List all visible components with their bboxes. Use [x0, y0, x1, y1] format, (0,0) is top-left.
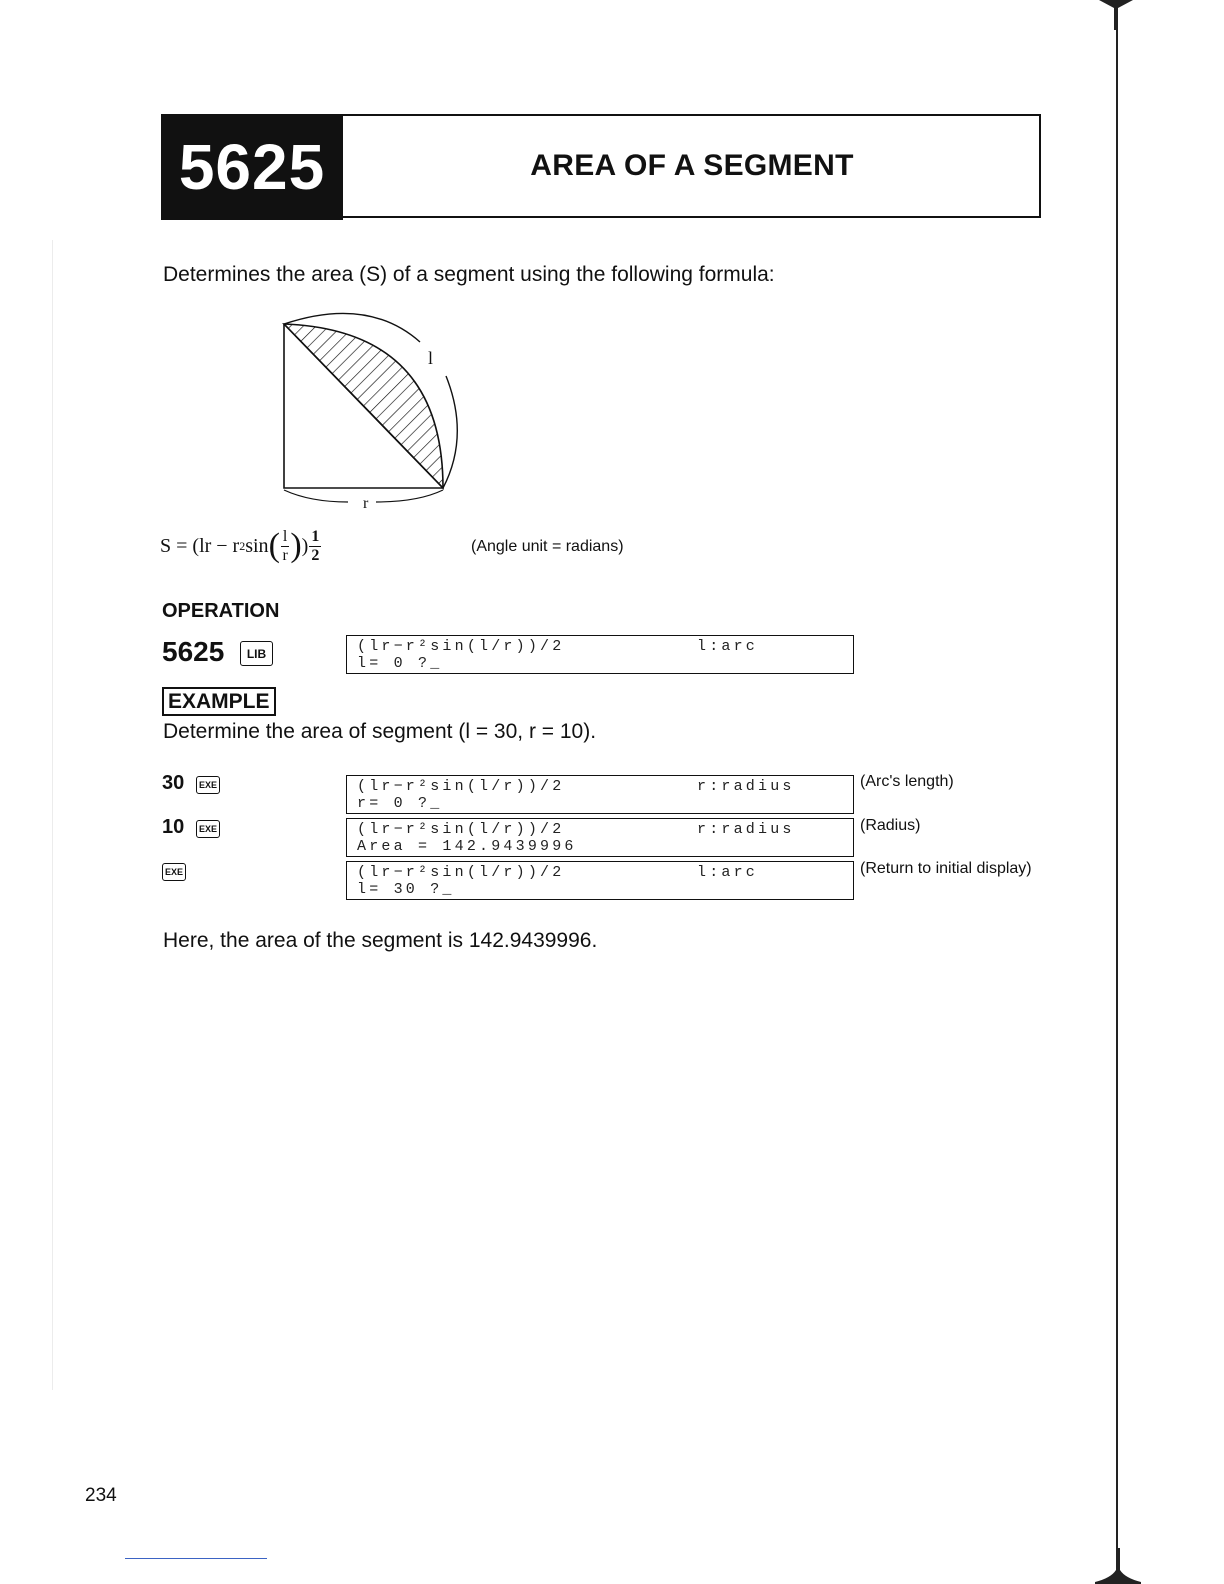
arc-line-lower — [443, 376, 457, 488]
display-line-1-right: r:radius — [697, 821, 795, 838]
example-text: Determine the area of segment (l = 30, r = 10). — [163, 720, 597, 743]
operation-key-number: 5625 — [162, 636, 225, 667]
display-line-1-right: r:radius — [697, 778, 795, 795]
area-formula — [160, 522, 322, 570]
display-line-1-right: l:arc — [697, 864, 759, 881]
formula-fraction-half: $\frac{1}{2}$ — [311, 527, 320, 564]
binding-top-mark — [1099, 0, 1133, 30]
left-margin-line — [52, 240, 53, 1390]
hatched-segment — [284, 324, 443, 488]
arc-label: l — [428, 348, 434, 368]
page-title: AREA OF A SEGMENT — [530, 149, 854, 182]
conclusion-text: Here, the area of the segment is 142.9439996. — [163, 929, 598, 952]
step-2-display — [346, 818, 854, 857]
display-line-2: l= 0 ?_ — [357, 655, 443, 672]
display-line-2: l= 30 ?_ — [357, 881, 455, 898]
exe-key-icon: EXE — [162, 863, 186, 881]
display-line-1: (lr−r²sin(l/r))/2 — [357, 638, 565, 655]
formula-close: ) — [301, 534, 309, 557]
radius-dimension-left — [284, 490, 348, 502]
formula-exponent: 2 — [239, 538, 246, 553]
formula-sin: sin — [245, 534, 269, 557]
formula-paren-close: ) — [290, 527, 302, 564]
angle-unit-note: (Angle unit = radians) — [471, 538, 624, 555]
step-2-note: (Radius) — [860, 817, 921, 834]
display-line-2: r= 0 ?_ — [357, 795, 443, 812]
exe-key-icon: EXE — [196, 820, 220, 838]
radius-label: r — [363, 495, 369, 512]
step-2-key-number: 10 — [162, 816, 185, 838]
operation-display — [346, 635, 854, 674]
intro-text: Determines the area (S) of a segment using the following formula: — [163, 263, 775, 286]
exe-key-icon: EXE — [196, 776, 220, 794]
lib-key-icon: LIB — [240, 641, 273, 666]
formula-fraction-l-over-r: $\frac{l}{r}$ — [282, 527, 288, 564]
display-line-1: (lr−r²sin(l/r))/2 — [357, 864, 565, 881]
step-3-note: (Return to initial display) — [860, 860, 1032, 877]
program-number: 5625 — [161, 114, 343, 220]
display-line-1: (lr−r²sin(l/r))/2 — [357, 778, 565, 795]
formula-lhs: S = (lr − r — [160, 534, 240, 557]
operation-heading: OPERATION — [162, 600, 280, 622]
step-3-display — [346, 861, 854, 900]
segment-diagram — [270, 308, 480, 513]
footer-rule — [125, 1558, 267, 1559]
binding-bottom-mark — [1095, 1548, 1141, 1584]
display-line-2: Area = 142.9439996 — [357, 838, 577, 855]
example-label: EXAMPLE — [162, 687, 276, 716]
radius-dimension-right — [376, 490, 443, 502]
step-1-key-number: 30 — [162, 772, 185, 794]
step-1-note: (Arc's length) — [860, 773, 954, 790]
page-binding-line — [1116, 0, 1118, 1584]
formula-paren-open: ( — [268, 527, 280, 564]
display-line-1: (lr−r²sin(l/r))/2 — [357, 821, 565, 838]
page-number: 234 — [85, 1485, 117, 1506]
step-1-display — [346, 775, 854, 814]
display-line-1-right: l:arc — [697, 638, 759, 655]
